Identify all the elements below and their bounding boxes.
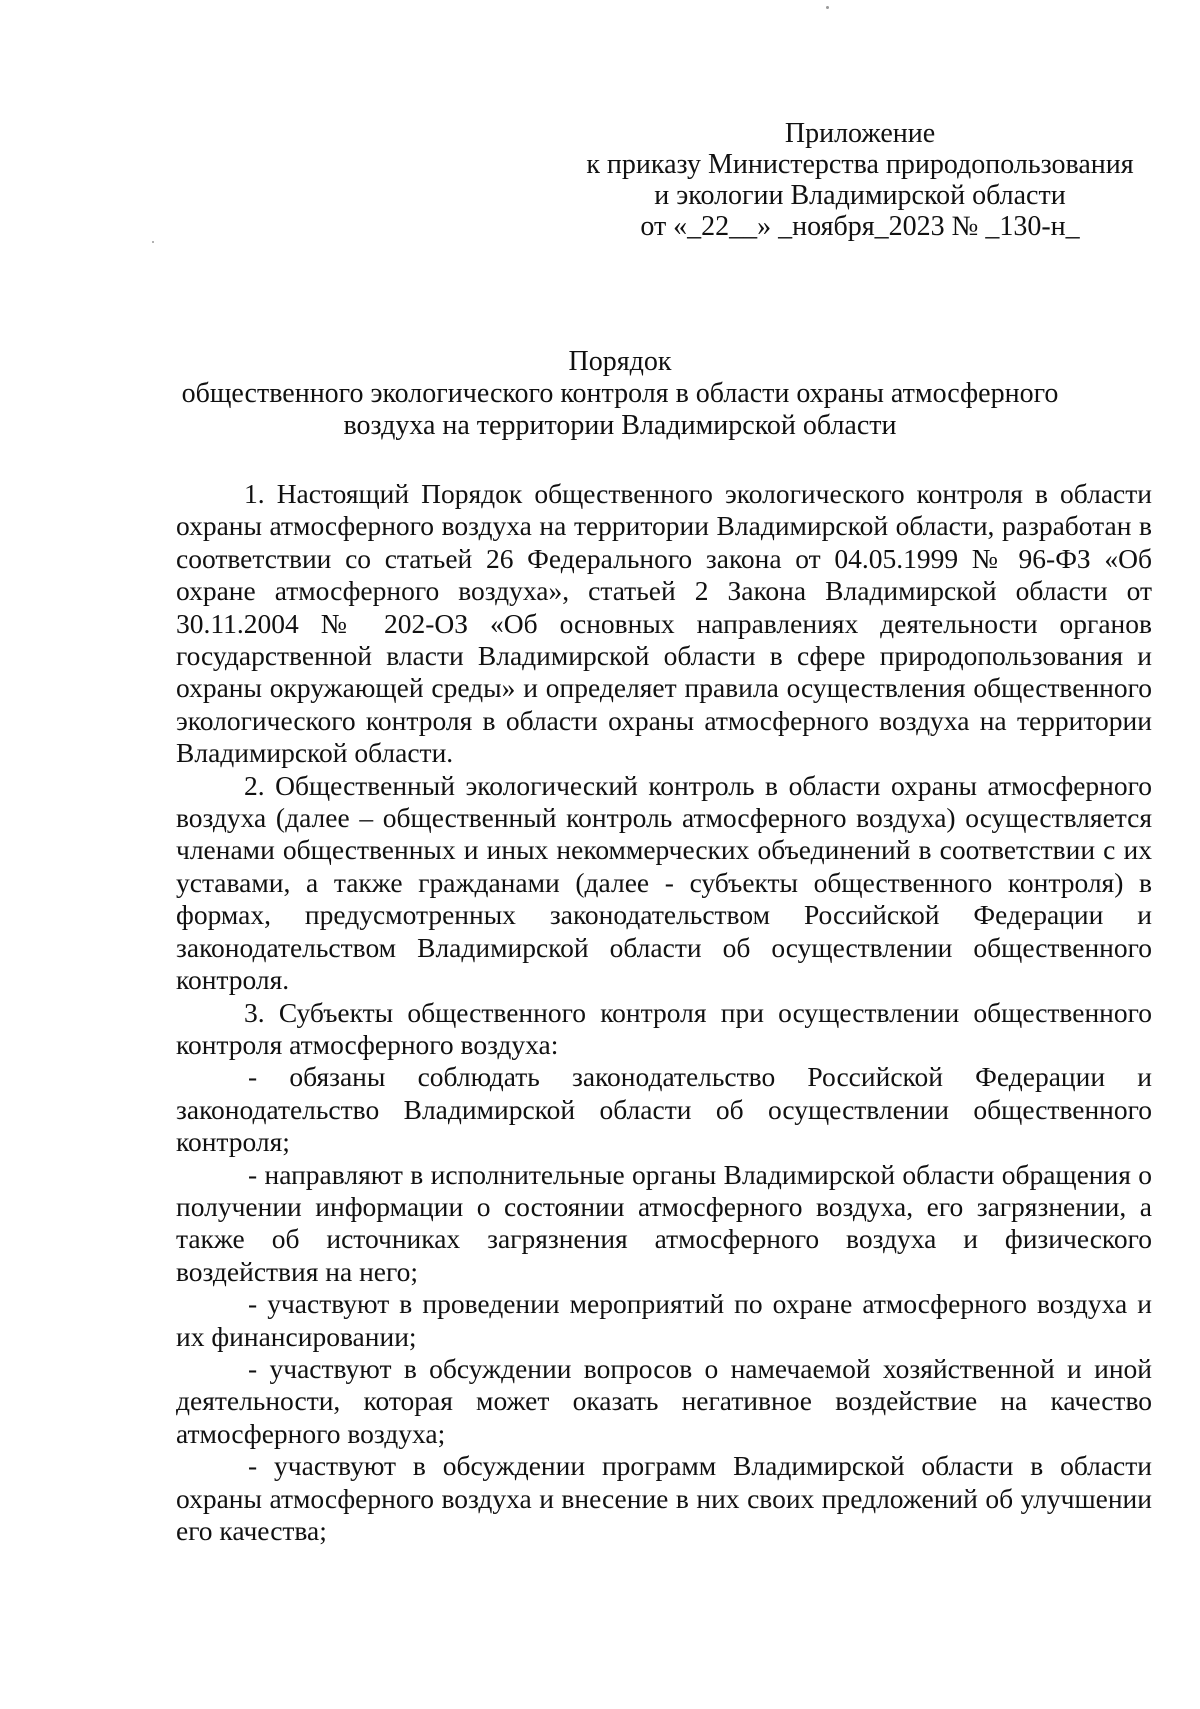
appendix-label: Приложение [784,118,936,149]
appendix-header [560,118,1160,242]
list-item-discussion-activity: - участвуют в обсуждении вопросов о намечаемой хозяйственной и иной деятельности, которая может оказать негативное воздействие на качество атмосферного воздуха; [176,1352,1152,1449]
scan-speck [826,6,829,9]
paragraph-3: 3. Субъекты общественного контроля при осуществлении общественного контроля атмосферного воздуха: [176,996,1152,1060]
list-item-measures: - участвуют в проведении мероприятий по охране атмосферного воздуха и их финансировании; [176,1288,1152,1352]
document-title [160,346,1080,442]
appendix-order-reference: к приказу Министерства природопользования [586,149,1134,180]
scan-speck [152,241,154,243]
appendix-order-date-number: от «_22__» _ноября_2023 № _130-н_ [640,211,1080,242]
list-item-discussion-programs: - участвуют в обсуждении программ Владимирской области в области охраны атмосферного воздуха и внесение в них своих предложений об улучшении его качества; [176,1450,1152,1546]
list-item-requests: - направляют в исполнительные органы Владимирской области обращения о получении информации о состоянии атмосферного воздуха, его загрязнении, а также об источниках загрязнения атмосферного воздуха и физического воздействия на него; [176,1158,1152,1287]
document-body [176,478,1152,1547]
paragraph-1: 1. Настоящий Порядок общественного экологического контроля в области охраны атмосферного воздуха на территории Владимирской области, разработан в соответствии со статьей 26 Федерального закона от 04.05.1999 № 96-ФЗ «Об охране атмосферного воздуха», статьей 2 Закона Владимирской области от 30.11.2004 № 202-ОЗ «Об основных направлениях деятельности органов государственной власти Владимирской области в сфере природопользования и охраны окружающей среды» и определяет правила осуществления общественного экологического контроля в области охраны атмосферного воздуха на территории Владимирской области. [176,478,1152,769]
title-heading: Порядок [568,346,672,377]
paragraph-2: 2. Общественный экологический контроль в области охраны атмосферного воздуха (далее – общественный контроль атмосферного воздуха) осуществляется членами общественных и иных некоммерческих объединений в соответствии с их уставами, а также гражданами (далее - субъекты общественного контроля) в формах, предусмотренных законодательством Российской Федерации и законодательством Владимирской области об осуществлении общественного контроля. [176,769,1152,996]
title-subject-line-2: воздуха на территории Владимирской области [343,410,897,441]
list-item-obligation: - обязаны соблюдать законодательство Российской Федерации и законодательство Владимирской области об осуществлении общественного контроля; [176,1061,1152,1158]
title-subject-line-1: общественного экологического контроля в области охраны атмосферного [181,378,1059,409]
appendix-ministry-name: и экологии Владимирской области [654,180,1066,211]
